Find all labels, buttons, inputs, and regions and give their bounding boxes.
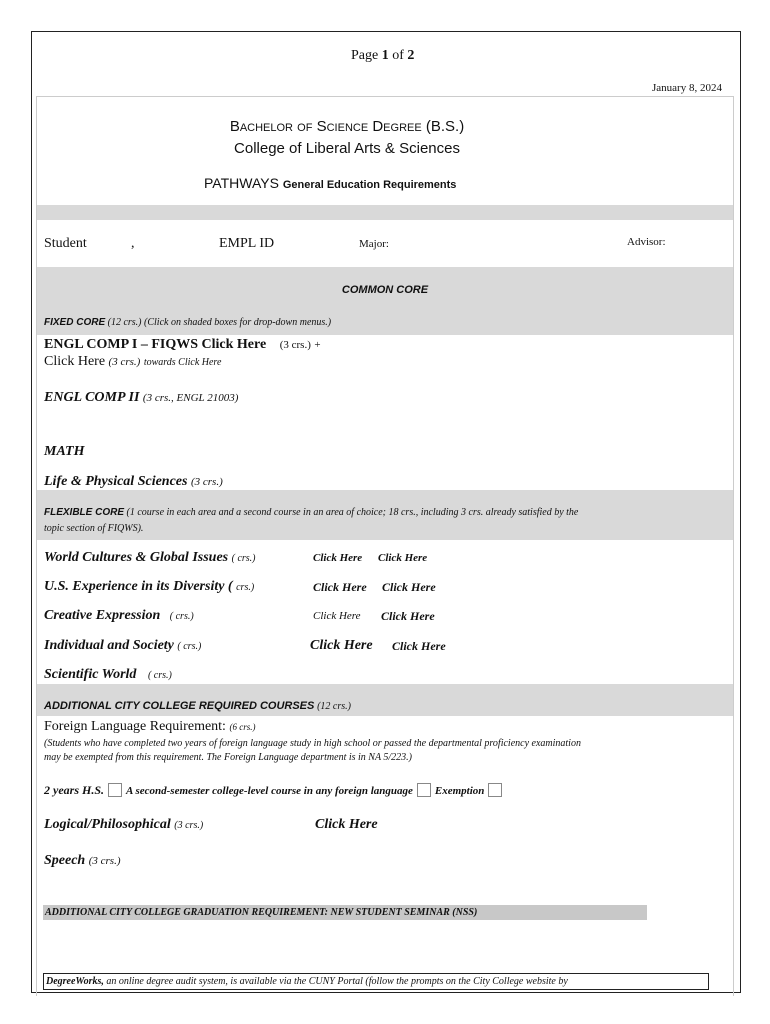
major-label: Major: <box>359 238 389 250</box>
logical-row: Logical/Philosophical (3 crs.) <box>44 817 204 832</box>
foreign-note-2: may be exempted from this requirement. The Foreign Language department is in NA 5/223.) <box>44 752 413 763</box>
flex-row-creative-expression: Creative Expression ( crs.) <box>44 608 194 623</box>
hs-checkbox[interactable] <box>108 783 122 797</box>
creative-expression-dropdown-2[interactable]: Click Here <box>381 609 435 623</box>
flex-row-scientific-world: Scientific World ( crs.) <box>44 667 172 682</box>
inner-border <box>36 96 734 996</box>
life-sciences-row: Life & Physical Sciences (3 crs.) <box>44 474 223 489</box>
engl-comp-1-row: ENGL COMP I – FIQWS Click Here (3 crs.) + <box>44 337 321 352</box>
shaded-band <box>37 205 733 220</box>
fixed-core-heading: FIXED CORE (12 crs.) (Click on shaded boxes for drop-down menus.) <box>44 317 332 328</box>
logical-dropdown[interactable]: Click Here <box>315 817 378 832</box>
common-core-heading: COMMON CORE <box>341 284 429 296</box>
additional-heading: ADDITIONAL CITY COLLEGE REQUIRED COURSES (12 crs.) <box>44 700 351 712</box>
creative-expression-dropdown-1[interactable]: Click Here <box>313 610 361 622</box>
second-semester-checkbox[interactable] <box>417 783 431 797</box>
engl-comp-2-row: ENGL COMP II (3 crs., ENGL 21003) <box>44 390 239 405</box>
degree-title: Bachelor of Science Degree (B.S.) <box>229 118 465 135</box>
document-date: January 8, 2024 <box>652 82 722 94</box>
individual-society-dropdown-1[interactable]: Click Here <box>310 638 373 653</box>
world-cultures-dropdown-2[interactable]: Click Here <box>378 552 428 564</box>
flexible-core-heading-cont: topic section of FIQWS). <box>44 523 144 534</box>
degreeworks-note: DegreeWorks, an online degree audit system, is available via the CUNY Portal (follow the prompts on the City College website by <box>43 973 709 990</box>
engl1-topic-dropdown[interactable]: Click Here <box>44 354 106 369</box>
student-label: Student <box>44 236 87 251</box>
student-comma: , <box>131 236 135 251</box>
flex-row-world-cultures: World Cultures & Global Issues ( crs.) <box>44 550 256 565</box>
math-label: MATH <box>44 444 85 459</box>
empl-id-label: EMPL ID <box>219 236 275 251</box>
flexible-core-heading: FLEXIBLE CORE (1 course in each area and a second course in an area of choice; 18 crs., including 3 crs. already satisfied by the <box>44 507 579 518</box>
engl1-towards-dropdown[interactable]: towards Click Here <box>143 357 222 368</box>
individual-society-dropdown-2[interactable]: Click Here <box>392 639 446 653</box>
exemption-checkbox[interactable] <box>488 783 502 797</box>
college-name: College of Liberal Arts & Sciences <box>234 140 460 157</box>
advisor-label: Advisor: <box>627 236 666 248</box>
world-cultures-dropdown-1[interactable]: Click Here <box>313 552 363 564</box>
foreign-options-row: 2 years H.S. A second-semester college-level course in any foreign language Exemption <box>44 783 506 798</box>
nss-heading: ADDITIONAL CITY COLLEGE GRADUATION REQUIREMENT: NEW STUDENT SEMINAR (NSS) <box>45 907 478 918</box>
pathways-heading: PATHWAYS General Education Requirements <box>204 175 457 191</box>
us-experience-dropdown-1[interactable]: Click Here <box>313 580 367 594</box>
foreign-note-1: (Students who have completed two years of foreign language study in high school or passed the departmental proficiency examination <box>44 738 581 749</box>
flex-row-us-experience: U.S. Experience in its Diversity ( crs.) <box>44 579 255 594</box>
engl-comp-1-second-row: Click Here (3 crs.) towards Click Here <box>44 354 222 369</box>
page-indicator: Page 1 of 2 <box>351 48 415 63</box>
flex-row-individual-society: Individual and Society ( crs.) <box>44 638 202 653</box>
engl1-dropdown[interactable]: Click Here <box>201 337 267 352</box>
foreign-language-row: Foreign Language Requirement: (6 crs.) <box>44 719 256 734</box>
us-experience-dropdown-2[interactable]: Click Here <box>382 580 436 594</box>
speech-row: Speech (3 crs.) <box>44 853 121 868</box>
